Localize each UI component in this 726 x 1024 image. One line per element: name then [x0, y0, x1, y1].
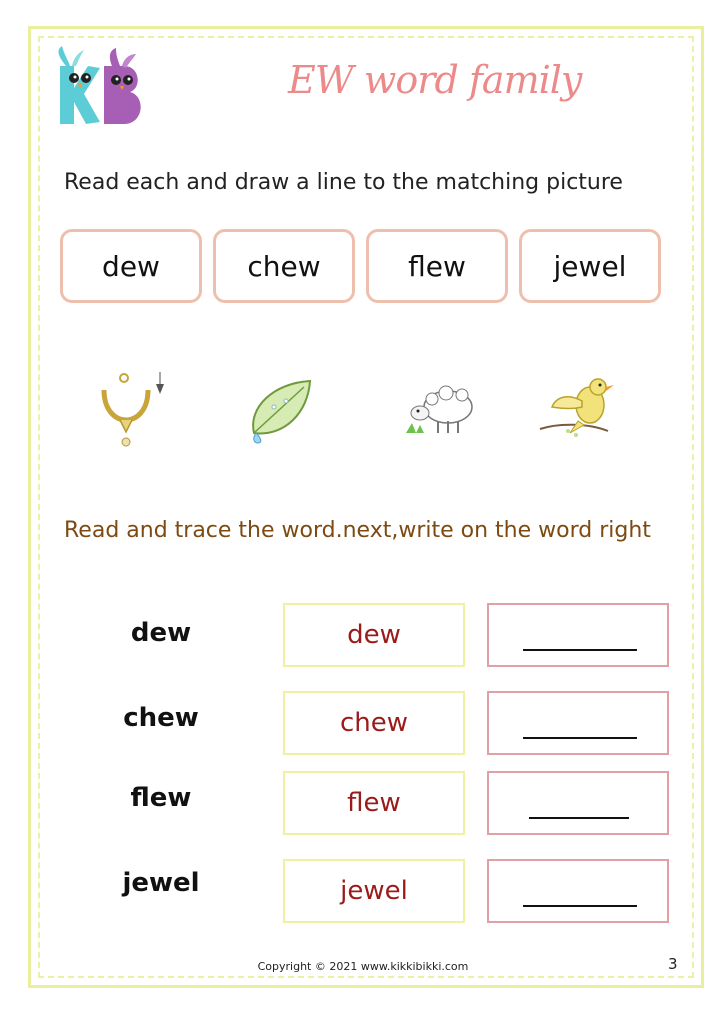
row-word-jewel: jewel: [122, 868, 200, 898]
word-card-flew: flew: [366, 229, 508, 303]
matching-instruction: Read each and draw a line to the matching picture: [64, 170, 623, 195]
kb-logo: [52, 44, 148, 126]
write-line: [523, 905, 637, 907]
write-box-chew[interactable]: [487, 691, 669, 755]
sheep-chewing-picture: [402, 383, 476, 441]
page-number: 3: [668, 955, 678, 973]
word-card-dew: dew: [60, 229, 202, 303]
row-word-flew: flew: [130, 783, 192, 813]
write-line: [523, 737, 637, 739]
flying-bird-picture: [538, 373, 618, 441]
page-title: EW word family: [288, 58, 582, 102]
write-line: [529, 817, 629, 819]
write-box-dew[interactable]: [487, 603, 669, 667]
trace-box-jewel: jewel: [283, 859, 465, 923]
trace-box-chew: chew: [283, 691, 465, 755]
row-word-chew: chew: [123, 703, 199, 733]
copyright-footer: Copyright © 2021 www.kikkibikki.com: [257, 960, 469, 973]
write-line: [523, 649, 637, 651]
write-box-jewel[interactable]: [487, 859, 669, 923]
word-card-chew: chew: [213, 229, 355, 303]
jewelry-picture: [98, 370, 170, 452]
trace-box-flew: flew: [283, 771, 465, 835]
row-word-dew: dew: [130, 618, 192, 648]
leaf-dew-picture: [244, 377, 316, 445]
write-box-flew[interactable]: [487, 771, 669, 835]
trace-instruction: Read and trace the word.next,write on the word right: [64, 518, 651, 543]
trace-box-dew: dew: [283, 603, 465, 667]
word-card-jewel: jewel: [519, 229, 661, 303]
